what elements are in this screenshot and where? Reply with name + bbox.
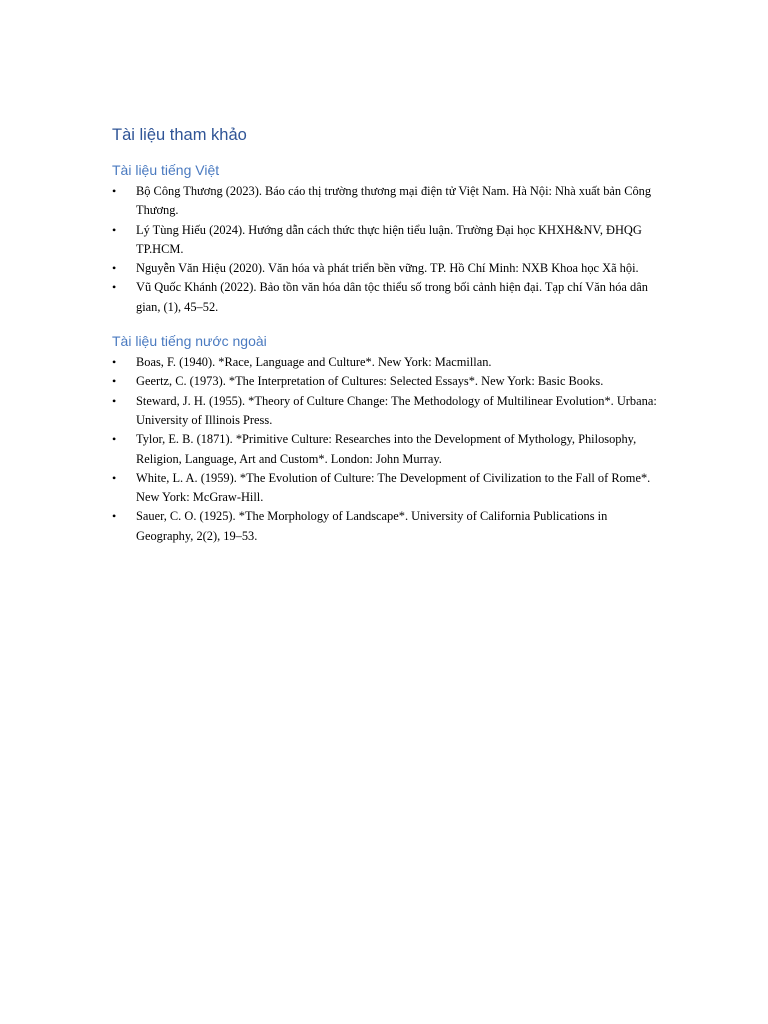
page-title: Tài liệu tham khảo — [112, 126, 247, 144]
list-item — [112, 430, 657, 469]
bullet-icon: • — [112, 374, 117, 389]
list-item — [112, 182, 657, 221]
bullet-icon: • — [112, 184, 117, 198]
bullet-icon: • — [112, 355, 117, 370]
bullet-icon: • — [112, 261, 117, 276]
section-heading-foreign: Tài liệu tiếng nước ngoài — [112, 333, 267, 350]
reference-text: Sauer, C. O. (1925). *The Morphology of Landscape*. University of California Publications in Geography, 2(2), 19–53. — [136, 509, 608, 543]
document-content — [112, 124, 657, 546]
reference-text: Tylor, E. B. (1871). *Primitive Culture: Researches into the Development of Mythology, Philosophy, Religion, Language, Art and Custom*. London: John Murray. — [136, 432, 637, 466]
bullet-icon: • — [112, 509, 117, 524]
reference-text: Bộ Công Thương (2023). Báo cáo thị trường thương mại điện tử Việt Nam. Hà Nội: Nhà xuất bản Công Thương. — [136, 184, 652, 218]
section-heading-vietnamese: Tài liệu tiếng Việt — [112, 162, 220, 178]
reference-text: Steward, J. H. (1955). *Theory of Culture Change: The Methodology of Multilinear Evolution*. Urbana: University of Illinois Press. — [136, 393, 657, 427]
list-item — [112, 372, 657, 391]
list-item — [112, 392, 657, 431]
bullet-icon: • — [112, 222, 117, 237]
list-item — [112, 259, 657, 278]
list-item — [112, 469, 657, 508]
reference-text: Geertz, C. (1973). *The Interpretation of Cultures: Selected Essays*. New York: Basic Books. — [136, 374, 604, 389]
reference-text: Vũ Quốc Khánh (2022). Bảo tồn văn hóa dân tộc thiểu số trong bối cảnh hiện đại. Tạp chí Văn hóa dân gian, (1), 45–52. — [136, 280, 648, 314]
list-item — [112, 221, 657, 260]
reference-text: Boas, F. (1940). *Race, Language and Culture*. New York: Macmillan. — [136, 355, 492, 370]
list-item — [112, 353, 657, 372]
reference-text: Lý Tùng Hiếu (2024). Hướng dẫn cách thức thực hiện tiểu luận. Trường Đại học KHXH&NV, ĐHQG TP.HCM. — [136, 222, 642, 256]
bullet-icon: • — [112, 432, 117, 447]
bullet-icon: • — [112, 280, 117, 295]
reference-text: Nguyễn Văn Hiệu (2020). Văn hóa và phát triển bền vững. TP. Hồ Chí Minh: NXB Khoa học Xã hội. — [136, 261, 639, 276]
list-item — [112, 507, 657, 546]
bullet-icon: • — [112, 470, 117, 485]
reference-list-foreign — [112, 353, 657, 546]
list-item — [112, 278, 657, 317]
reference-text: White, L. A. (1959). *The Evolution of Culture: The Development of Civilization to the Fall of Rome*. New York: McGraw-Hill. — [136, 470, 651, 505]
reference-list-vietnamese — [112, 182, 657, 317]
bullet-icon: • — [112, 393, 117, 408]
